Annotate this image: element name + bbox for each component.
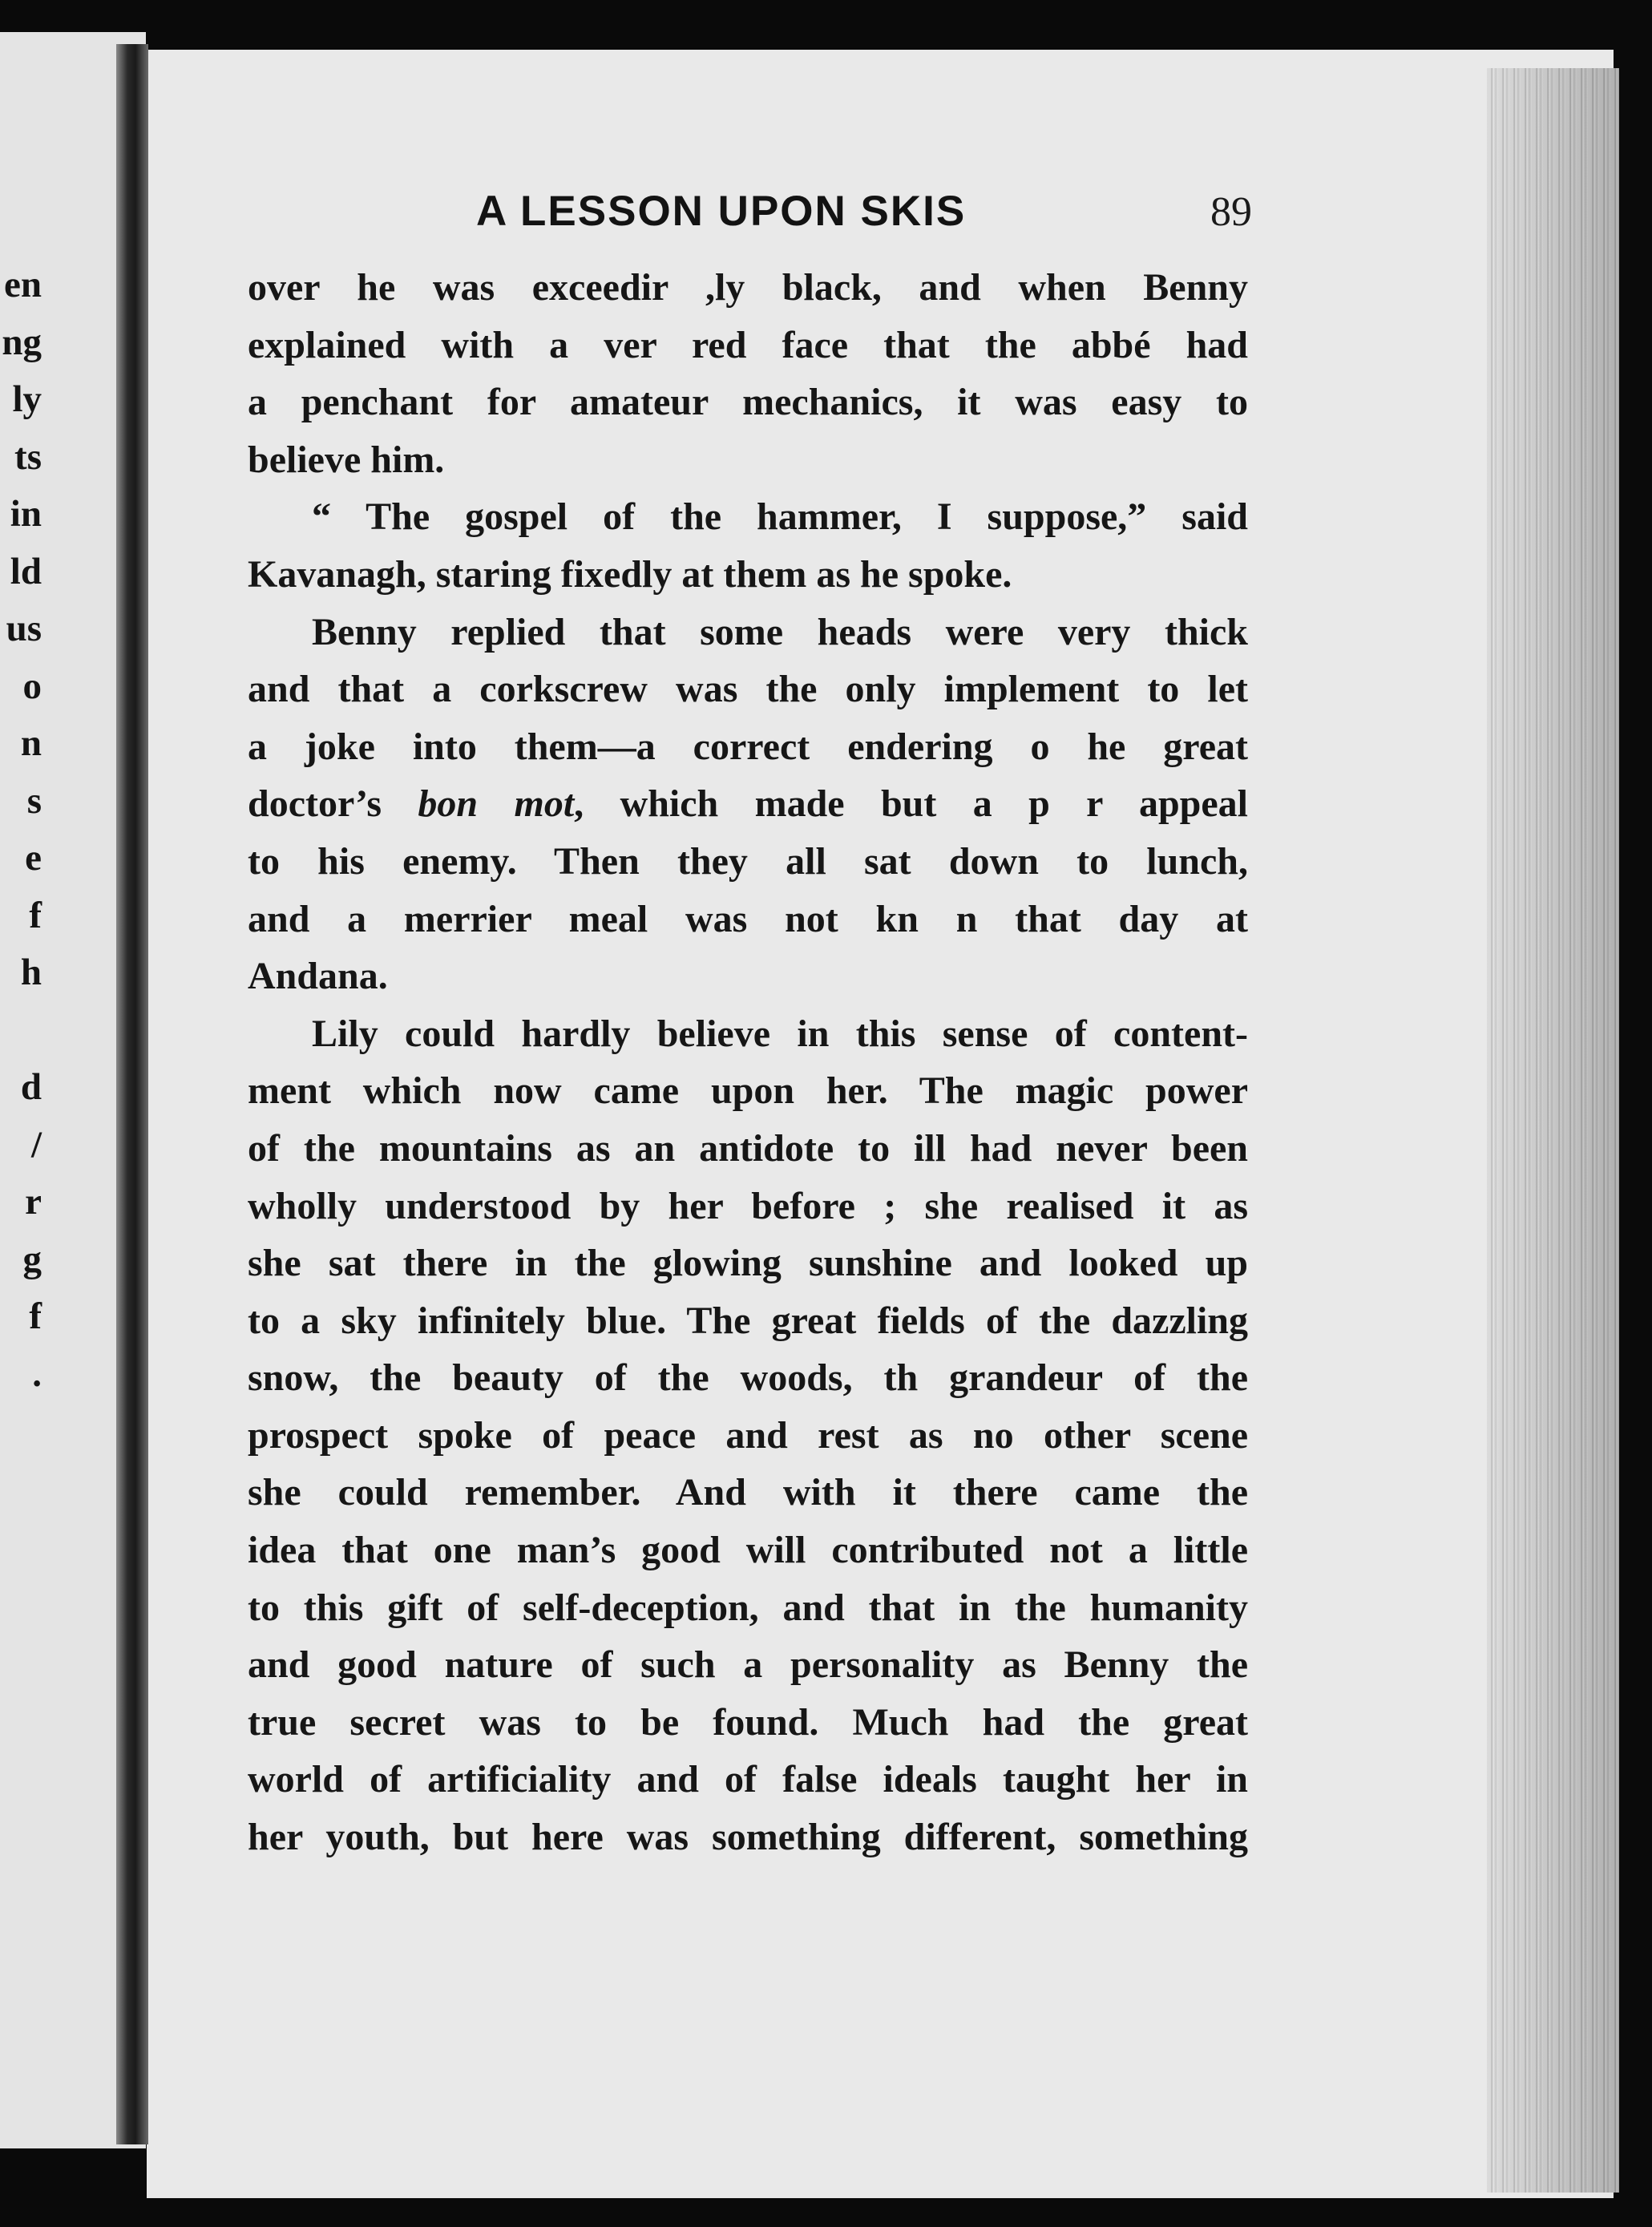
left-fragment: ng [2,321,42,363]
left-fragment: ly [12,378,42,420]
text-line: “ The gospel of the hammer, I suppose,” said [312,495,1248,539]
left-fragment: in [10,493,42,535]
text-line: doctor’s bon mot, which made but a p r appeal [248,782,1249,826]
left-fragment: d [20,1066,42,1108]
text-line: to a sky infinitely blue. The great fields of the dazzling [248,1299,1248,1342]
left-fragment: . [32,1352,42,1395]
page-header [147,180,1614,245]
text-line: prospect spoke of peace and rest as no other scene [248,1413,1248,1457]
page-edges-shading [1487,68,1619,2193]
page-number: 89 [1210,189,1252,235]
text-line: Andana. [248,955,388,998]
left-fragment: h [20,952,42,993]
left-fragment: ld [10,550,42,592]
text-line: Benny replied that some heads were very thick [312,610,1248,653]
book-gutter [116,44,148,2144]
text-line: Kavanagh, staring fixedly at them as he spoke. [248,552,1012,596]
text-line: and good nature of such a personality as Benny the [248,1643,1248,1687]
text-line: she sat there in the glowing sunshine and looked up [248,1242,1248,1285]
body-text [248,259,1248,1866]
text-line: her youth, but here was something different, something [248,1816,1248,1859]
text-line: a joke into them—a correct endering o he great [248,725,1248,768]
italic-phrase: bon mot [418,782,575,826]
left-fragment: en [4,264,42,305]
left-fragment: f [29,894,42,936]
left-fragment: o [22,665,42,707]
left-fragment: f [29,1295,42,1337]
text-line: of the mountains as an antidote to ill had never been [248,1126,1248,1170]
text-line: Lily could hardly believe in this sense of content- [312,1012,1248,1055]
text-line: explained with a ver red face that the abbé had [248,323,1248,366]
text-line: to this gift of self-deception, and that in the humanity [248,1586,1248,1629]
text-line: and a merrier meal was not kn n that day at [248,897,1248,940]
running-title: A LESSON UPON SKIS [476,188,967,235]
text-line: a penchant for amateur mechanics, it was easy to [248,381,1248,424]
text-line: believe him. [248,438,445,481]
text-line: wholly understood by her before ; she realised it as [248,1184,1248,1227]
left-fragment: us [6,608,42,649]
text-line: idea that one man’s good will contributed not a little [248,1529,1248,1572]
left-fragment: / [30,1123,42,1166]
text-line: world of artificiality and of false ideals taught her in [248,1758,1248,1801]
text-line: and that a corkscrew was the only implement to let [248,668,1248,711]
text-line: over he was exceedir ,ly black, and when Benny [248,266,1248,309]
text-line: to his enemy. Then they all sat down to lunch, [248,839,1248,883]
text-line: snow, the beauty of the woods, th grandeur of the [248,1356,1248,1400]
text-line: she could remember. And with it there came the [248,1471,1248,1514]
left-fragment: ts [14,435,42,478]
left-fragment: e [25,837,42,879]
left-fragment: r [25,1181,42,1223]
left-fragment: n [20,722,42,764]
left-fragment: g [22,1238,42,1280]
left-fragment: s [26,779,42,822]
text-line: ment which now came upon her. The magic power [248,1069,1248,1113]
text-line: true secret was to be found. Much had the great [248,1700,1248,1744]
